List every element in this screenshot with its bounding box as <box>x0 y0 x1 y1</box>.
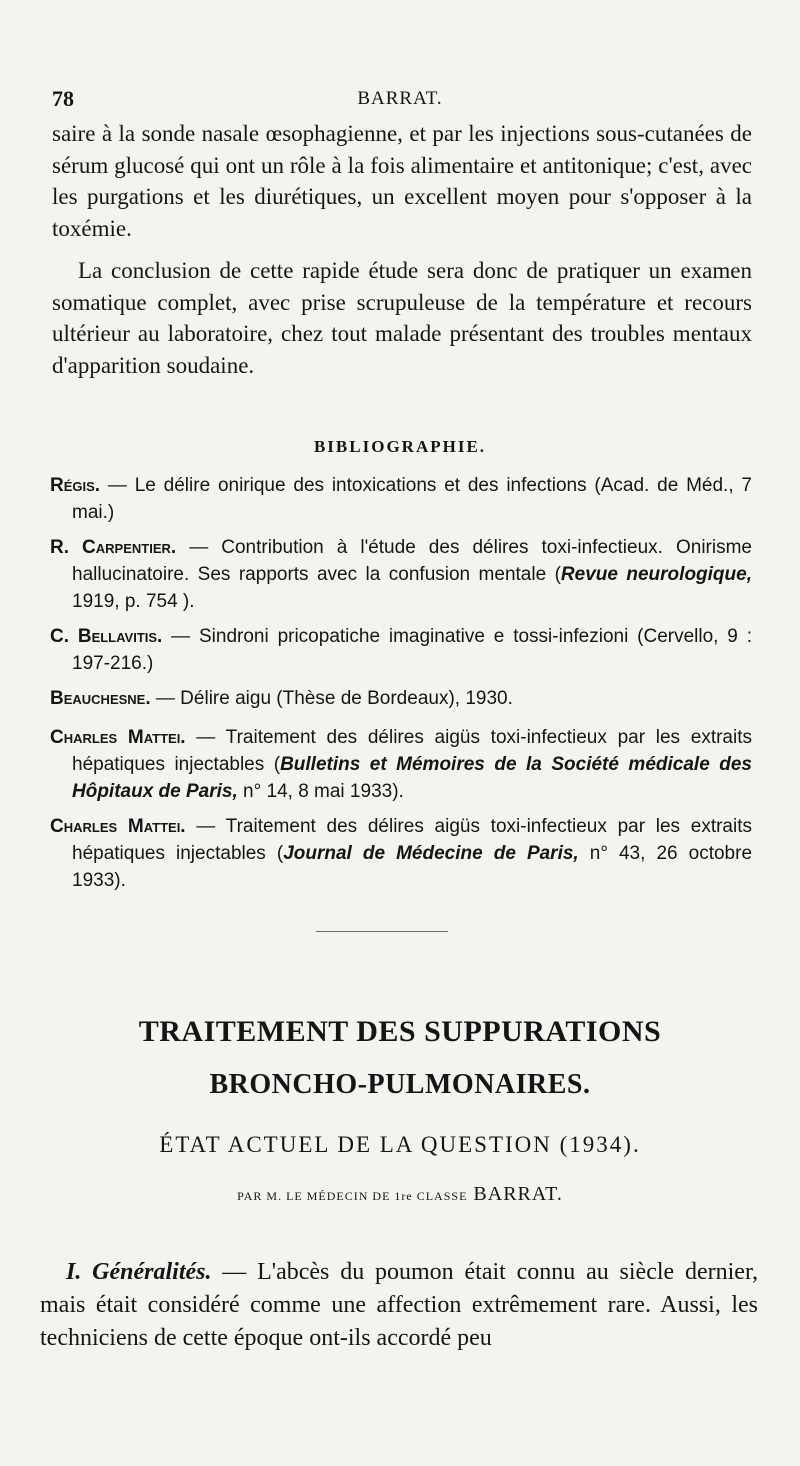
bib-text: — Sindroni pricopatiche imaginative e tossi-infezioni (Cervello, 9 : 197-216.) <box>72 626 752 674</box>
bibliography-entry <box>50 623 752 677</box>
bib-author: R. Carpentier. <box>50 537 177 558</box>
paragraph-body: — L'abcès du poumon était connu au siècle dernier, mais était considéré comme une affection extrêmement rare. Aussi, les techniciens de cette époque ont-ils accordé peu <box>40 1259 758 1351</box>
running-title: BARRAT. <box>357 88 443 109</box>
body-paragraph-continued <box>52 118 752 244</box>
bib-journal: Journal de Médecine de Paris, <box>283 843 579 864</box>
bib-text: — Traitement des délires aigüs toxi-infectieux par les extraits hépatiques injectables ( <box>72 816 752 864</box>
bibliography-entry <box>50 472 752 526</box>
article-title-line-1: TRAITEMENT DES SUPPURATIONS <box>138 1015 662 1048</box>
bib-text-after: 1919, p. 754 ). <box>72 591 195 612</box>
article-subtitle: ÉTAT ACTUEL DE LA QUESTION (1934). <box>159 1132 641 1157</box>
article-title-line-2: BRONCHO-PULMONAIRES. <box>209 1069 591 1100</box>
paragraph-text: La conclusion de cette rapide étude sera donc de pratiquer un examen somatique complet, avec prise scrupuleuse de la température et recours ultérieur au laboratoire, chez tout malade présentant des troubles mentaux d'apparition soudaine. <box>52 258 752 378</box>
article-byline <box>0 1183 800 1206</box>
body-paragraph-conclusion <box>52 255 752 381</box>
bib-text: — Contribution à l'étude des délires toxi-infectieux. Onirisme hallucinatoire. Ses rapports avec la confusion mentale ( <box>72 537 752 585</box>
body-paragraph-generalites <box>40 1256 758 1355</box>
bib-author: Beauchesne. <box>50 688 151 709</box>
bibliography-list <box>50 472 752 902</box>
bib-text: — Délire aigu (Thèse de Bordeaux), 1930. <box>150 688 513 709</box>
section-heading: I. Généralités. <box>66 1259 212 1285</box>
bib-author: C. Bellavitis. <box>50 626 163 647</box>
bibliography-entry <box>50 685 752 712</box>
byline-author-name: BARRAT. <box>473 1183 563 1205</box>
bib-text-after: n° 43, 26 octobre 1933). <box>72 843 753 891</box>
bibliography-entry <box>50 813 752 894</box>
bib-journal: Bulletins et Mémoires de la Société médicale des Hôpitaux de Paris, <box>72 754 752 802</box>
page-number: 78 <box>52 86 74 111</box>
byline-prefix: PAR M. LE MÉDECIN DE 1re CLASSE <box>237 1189 468 1203</box>
bib-text-after: n° 14, 8 mai 1933). <box>237 781 404 802</box>
bibliography-entry <box>50 724 752 805</box>
paragraph-text: saire à la sonde nasale œsophagienne, et par les injections sous-cutanées de sérum glucosé qui ont un rôle à la fois alimentaire et antitonique; c'est, avec les purgations et les diurétiques, un excellent moyen pour s'opposer à la toxémie. <box>52 121 752 241</box>
bib-author: Charles Mattei. <box>50 727 186 748</box>
paragraph-text <box>40 1256 758 1355</box>
running-head <box>52 86 748 116</box>
bib-text: — Traitement des délires aigüs toxi-infectieux par les extraits hépatiques injectables ( <box>72 727 752 775</box>
section-divider <box>316 931 448 932</box>
bibliography-entry <box>50 534 752 615</box>
bib-author: Charles Mattei. <box>50 816 186 837</box>
bib-text: — Le délire onirique des intoxications et des infections (Acad. de Méd., 7 mai.) <box>72 475 752 523</box>
bib-author: Régis. <box>50 475 101 496</box>
bibliography-heading: BIBLIOGRAPHIE. <box>313 437 487 456</box>
bib-journal: Revue neurologique, <box>560 564 752 585</box>
